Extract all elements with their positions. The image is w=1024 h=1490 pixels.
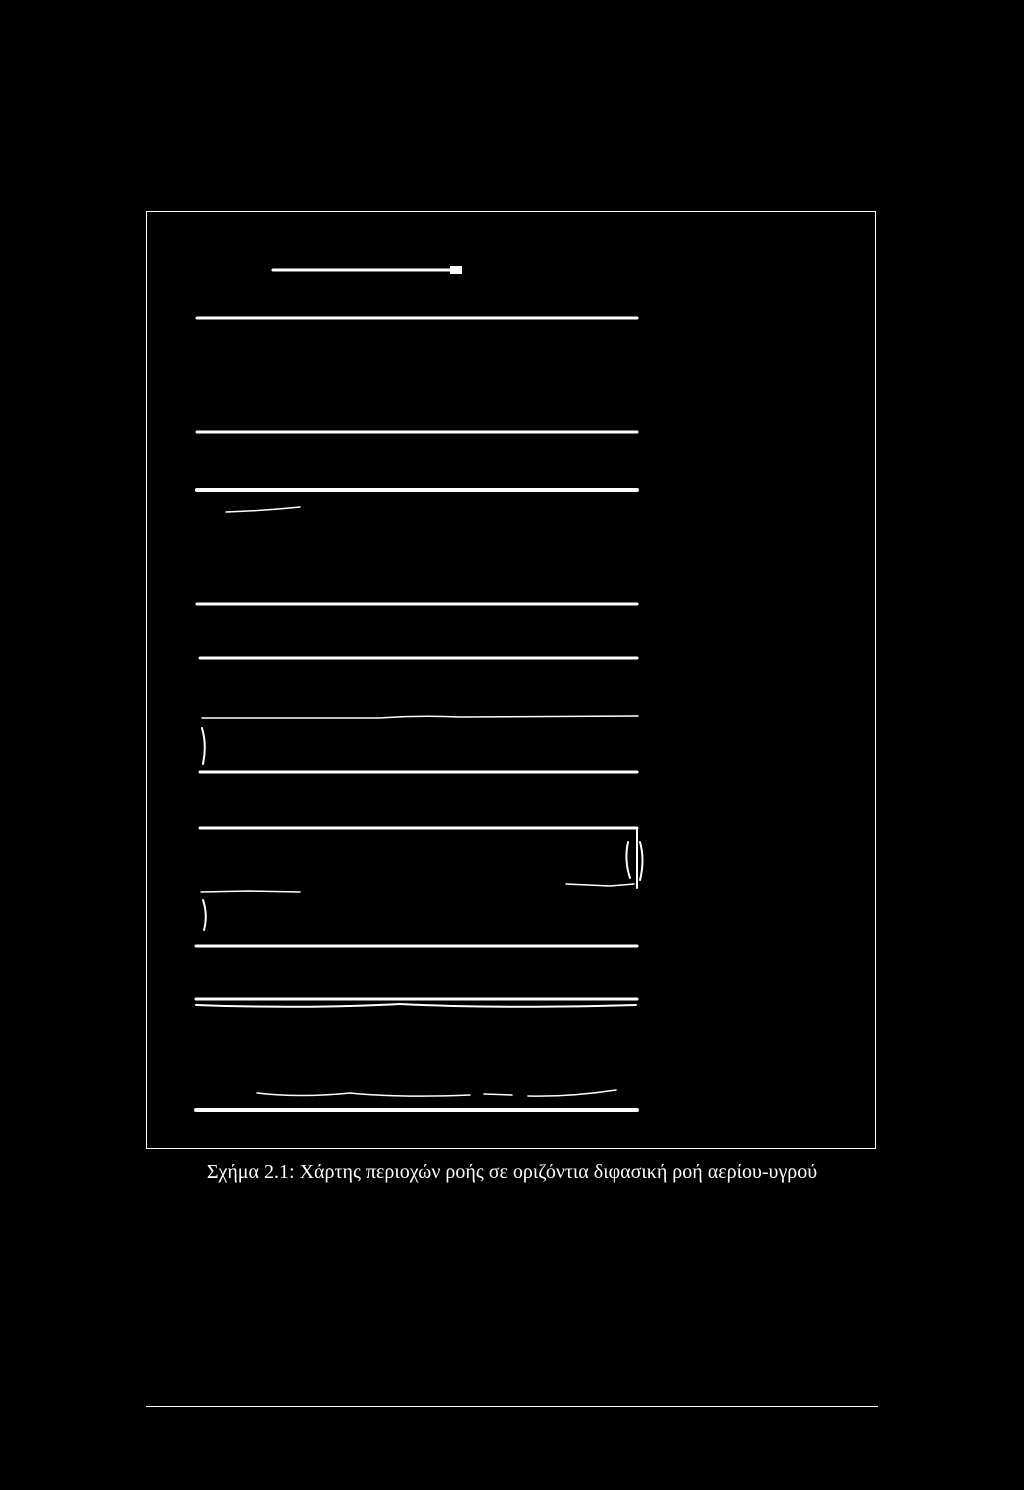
- interface-line-4: [201, 891, 300, 892]
- interface-line-6: [257, 1093, 470, 1096]
- figure-caption: [0, 1158, 1024, 1186]
- bracket-left-1: [202, 728, 205, 764]
- interface-line-1: [226, 507, 300, 512]
- caption-label: Σχήμα 2.1:: [206, 1161, 295, 1183]
- bracket-left-2: [203, 900, 206, 930]
- bracket-right-1: [626, 842, 630, 878]
- interface-line-8: [528, 1090, 616, 1096]
- interface-line-2: [202, 716, 638, 718]
- interface-line-3: [566, 884, 634, 886]
- footer-divider: [146, 1406, 878, 1407]
- caption-text: Χάρτης περιοχών ροής σε οριζόντια διφασική ροή αερίου-υγρού: [294, 1161, 818, 1183]
- interface-line-7: [484, 1094, 512, 1095]
- scale-bar-end: [450, 266, 462, 274]
- bracket-right-2: [640, 842, 643, 880]
- interface-line-5: [196, 1004, 636, 1007]
